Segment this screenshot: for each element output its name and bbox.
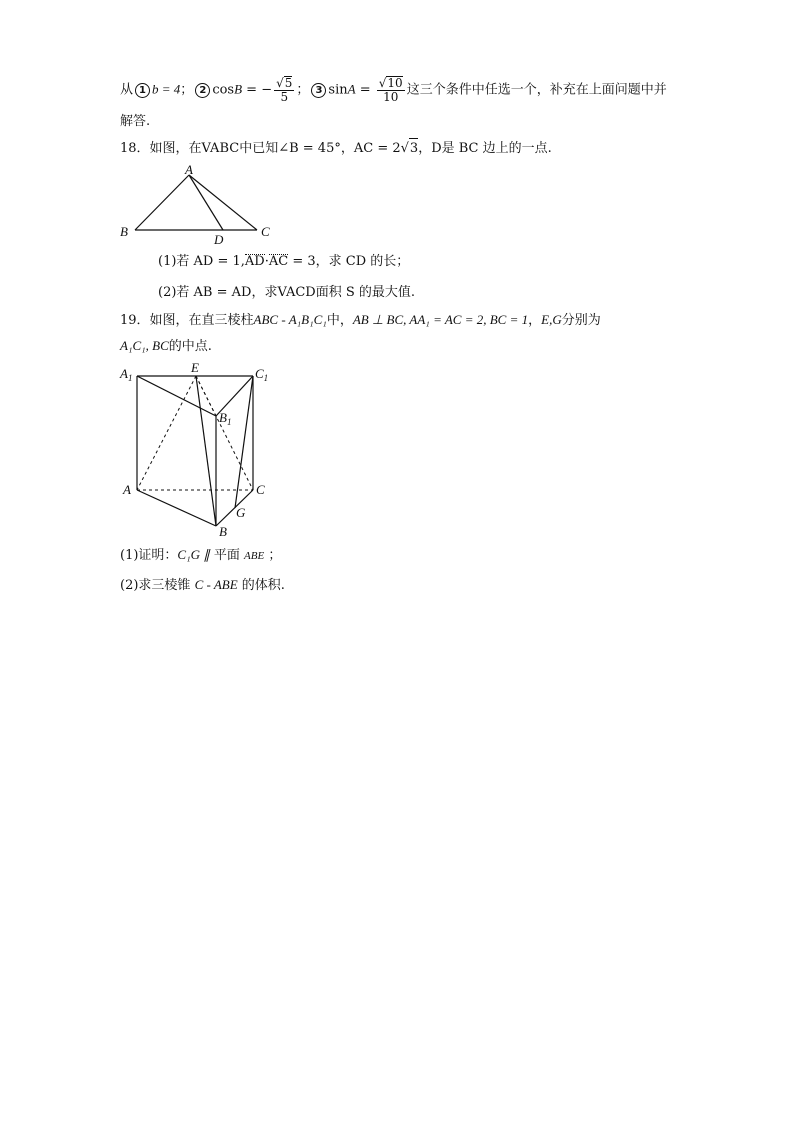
problem19-stem <box>120 310 601 331</box>
p19-q1-c: ； <box>264 548 282 563</box>
label-e: E <box>191 360 199 375</box>
cond2-num: 5 <box>284 76 293 90</box>
circled-one-icon: 1 <box>135 83 150 98</box>
label-a: A <box>185 162 193 177</box>
problem18-q1 <box>158 252 409 272</box>
p19-q1-a: (1)证明： <box>120 548 178 563</box>
cond3-eq: = <box>355 82 375 98</box>
problem19-stem-line2 <box>120 336 212 357</box>
label-b: B <box>120 224 128 239</box>
label-c: C <box>256 482 265 497</box>
circled-three-icon: 3 <box>311 83 326 98</box>
p19-q2-b: 的体积. <box>237 578 285 593</box>
p18-stem-c: ，AC = 2 <box>340 141 401 156</box>
label-c: C <box>261 224 270 239</box>
side-ab <box>135 175 189 230</box>
problem18-q2: (2)若 AB = AD，求VACD面积 S 的最大值. <box>158 285 416 300</box>
cond2-lhs: cos <box>212 82 235 98</box>
cond3-den: 10 <box>383 90 399 104</box>
label-a: A <box>123 482 131 497</box>
vector-ac: AC <box>268 254 289 269</box>
p19-stem-a: 19．如图，在直三棱柱 <box>120 313 254 328</box>
circled-two-icon: 2 <box>195 83 210 98</box>
label-c1: $C_1$ <box>255 366 269 383</box>
cond1-text: b = 4 <box>152 81 181 97</box>
edge-ab <box>137 490 216 526</box>
p19-q1-plane: ABE <box>244 550 265 562</box>
cond-prefix: 从 <box>120 82 134 98</box>
cond-suffix: 这三个条件中任选一个，补充在上面问题中并 <box>406 82 667 98</box>
cond2-den: 5 <box>280 90 289 104</box>
dot-product: · <box>264 254 269 269</box>
segment-c1g <box>235 376 253 508</box>
p18-triangle-name: VABC <box>201 141 240 156</box>
p18-angle: ∠B = 45° <box>278 141 341 156</box>
p19-conditions: AB ⊥ BC, AA₁ = AC = 2, BC = 1 <box>352 312 529 327</box>
p19-stem-c: ， <box>528 313 542 328</box>
p19-q1-expr: C₁G ∥ <box>177 547 210 562</box>
p19-stem-b: 中， <box>326 313 353 328</box>
p19-prism: ABC - A₁B₁C₁ <box>253 312 327 327</box>
p19-stem-d: 分别为 <box>561 313 601 328</box>
segment-ad <box>189 175 223 230</box>
cond2-eq: = − <box>242 82 273 98</box>
p19-q2-expr: C - ABE <box>194 577 238 592</box>
edge-bc <box>216 490 253 526</box>
label-b: B <box>219 524 227 539</box>
p18-q1-b: = 3，求 CD 的长； <box>288 254 410 269</box>
label-g: G <box>236 505 246 520</box>
p19-points: E,G <box>541 312 562 327</box>
p18-sqrt: 3 <box>409 138 418 159</box>
vector-ad: AD <box>244 254 265 269</box>
segment-ea-hidden <box>137 376 196 490</box>
problem17-answer-line: 解答. <box>120 114 151 129</box>
p18-q1-a: (1)若 AD = 1, <box>158 254 245 269</box>
label-d: D <box>214 232 224 247</box>
problem19-q1 <box>120 545 281 566</box>
label-b1: $B_1$ <box>219 410 232 427</box>
edge-a1b1 <box>137 376 216 416</box>
segment-eb <box>196 376 216 526</box>
problem17-condition-line <box>120 76 667 104</box>
triangle-figure <box>115 160 285 250</box>
cond3-fraction: $\frac{√10}{10}$ <box>378 76 403 104</box>
p19-q1-b: 平面 <box>209 548 245 563</box>
side-ac <box>189 175 257 230</box>
p19-segments: A₁C₁, BC <box>120 338 169 353</box>
prism-figure <box>115 360 285 540</box>
sep2: ； <box>296 82 310 98</box>
sep1: ； <box>180 82 194 98</box>
cond3-var: A <box>347 81 356 97</box>
p18-stem-d: ，D是 BC 边上的一点. <box>418 141 552 156</box>
cond2-fraction: $\frac{√5}{5}$ <box>276 76 293 104</box>
cond3-num: 10 <box>387 76 403 90</box>
p19-q2-a: (2)求三棱锥 <box>120 578 195 593</box>
cond2-var: B <box>234 81 243 97</box>
problem18-stem: 18．如图，在VABC中已知∠B = 45°，AC = 2√3，D是 BC 边上的一点. <box>120 138 552 159</box>
label-a1: $A_1$ <box>120 366 133 383</box>
p18-stem-b: 中已知 <box>239 141 279 156</box>
problem19-q2 <box>120 575 285 596</box>
p18-stem-a: 18．如图，在 <box>120 141 202 156</box>
cond3-lhs: sin <box>328 82 348 98</box>
p19-line2-text: 的中点. <box>168 339 212 354</box>
